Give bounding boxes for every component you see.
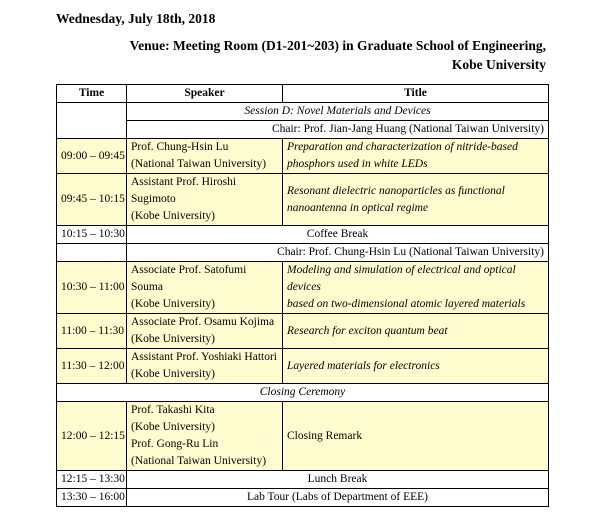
- talk-speaker: [127, 262, 283, 314]
- coffee-break-label: Coffee Break: [127, 226, 549, 244]
- talk-speaker: [127, 349, 283, 384]
- title-line: phosphors used in white LEDs: [287, 158, 428, 170]
- talk-title: [283, 139, 549, 174]
- talk-time: 11:00 – 11:30: [57, 314, 127, 349]
- venue-line-2: Kobe University: [451, 57, 546, 72]
- title-line: Modeling and simulation of electrical and optical devices: [287, 264, 516, 293]
- talk-time: 10:30 – 11:00: [57, 262, 127, 314]
- speaker-name: Assistant Prof. Hiroshi Sugimoto: [131, 176, 237, 205]
- chair-row: [57, 121, 549, 139]
- schedule-table: [56, 84, 549, 507]
- speaker-affiliation: (Kobe University): [131, 333, 215, 345]
- empty-time-cell: [57, 103, 127, 139]
- coffee-break-row: [57, 226, 549, 244]
- closing-ceremony-row: [57, 384, 549, 402]
- column-header-title: Title: [283, 85, 549, 103]
- talk-speaker: [127, 174, 283, 226]
- closing-ceremony-label: Closing Ceremony: [57, 384, 549, 402]
- speaker-affiliation: (National Taiwan University): [131, 455, 267, 467]
- speaker-affiliation: (Kobe University): [131, 210, 215, 222]
- speaker-name: Prof. Gong-Ru Lin: [131, 438, 219, 450]
- chair-2: Chair: Prof. Chung-Hsin Lu (National Taiwan University): [127, 244, 549, 262]
- table-header-row: [57, 85, 549, 103]
- table-row: [57, 402, 549, 471]
- column-header-time: Time: [57, 85, 127, 103]
- speaker-affiliation: (National Taiwan University): [131, 158, 267, 170]
- closing-title: Closing Remark: [283, 402, 549, 471]
- talk-time: 09:45 – 10:15: [57, 174, 127, 226]
- title-line: based on two-dimensional atomic layered materials: [287, 298, 526, 310]
- talk-title: [283, 174, 549, 226]
- speaker-affiliation: (Kobe University): [131, 298, 215, 310]
- lab-tour-row: [57, 489, 549, 507]
- table-row: [57, 139, 549, 174]
- lab-tour-time: 13:30 – 16:00: [57, 489, 127, 507]
- speaker-name: Associate Prof. Osamu Kojima: [131, 316, 275, 328]
- talk-time: 11:30 – 12:00: [57, 349, 127, 384]
- speaker-name: Associate Prof. Satofumi Souma: [131, 264, 247, 293]
- title-line: Resonant dielectric nanoparticles as functional: [287, 184, 505, 197]
- venue-line-1: Venue: Meeting Room (D1-201~203) in Graduate School of Engineering,: [129, 38, 546, 53]
- venue-heading: [130, 36, 546, 74]
- session-title: Session D: Novel Materials and Devices: [127, 103, 549, 121]
- table-row: [57, 314, 549, 349]
- title-line: Preparation and characterization of nitride-based: [287, 141, 518, 153]
- title-line: nanoantenna in optical regime: [287, 201, 429, 214]
- table-row: [57, 174, 549, 226]
- talk-title: [283, 262, 549, 314]
- talk-time: 09:00 – 09:45: [57, 139, 127, 174]
- coffee-break-time: 10:15 – 10:30: [57, 226, 127, 244]
- title-line: Layered materials for electronics: [287, 359, 440, 372]
- chair-1: Chair: Prof. Jian-Jang Huang (National Taiwan University): [127, 121, 549, 139]
- closing-speakers: [127, 402, 283, 471]
- lab-tour-label: Lab Tour (Labs of Department of EEE): [127, 489, 549, 507]
- speaker-name: Prof. Takashi Kita: [131, 404, 215, 416]
- table-row: [57, 262, 549, 314]
- closing-time: 12:00 – 12:15: [57, 402, 127, 471]
- session-row: [57, 103, 549, 121]
- title-line: Research for exciton quantum beat: [287, 324, 448, 337]
- lunch-break-time: 12:15 – 13:30: [57, 471, 127, 489]
- talk-speaker: [127, 139, 283, 174]
- speaker-name: Prof. Chung-Hsin Lu: [131, 141, 229, 153]
- speaker-name: Assistant Prof. Yoshiaki Hattori: [131, 351, 277, 363]
- column-header-speaker: Speaker: [127, 85, 283, 103]
- table-row: [57, 349, 549, 384]
- speaker-affiliation: (Kobe University): [131, 421, 215, 433]
- chair-row: [57, 244, 549, 262]
- talk-title: [283, 314, 549, 349]
- talk-title: [283, 349, 549, 384]
- lunch-break-row: [57, 471, 549, 489]
- talk-speaker: [127, 314, 283, 349]
- lunch-break-label: Lunch Break: [127, 471, 549, 489]
- date-heading: Wednesday, July 18th, 2018: [56, 11, 216, 26]
- empty-time-cell: [57, 244, 127, 262]
- speaker-affiliation: (Kobe University): [131, 368, 215, 380]
